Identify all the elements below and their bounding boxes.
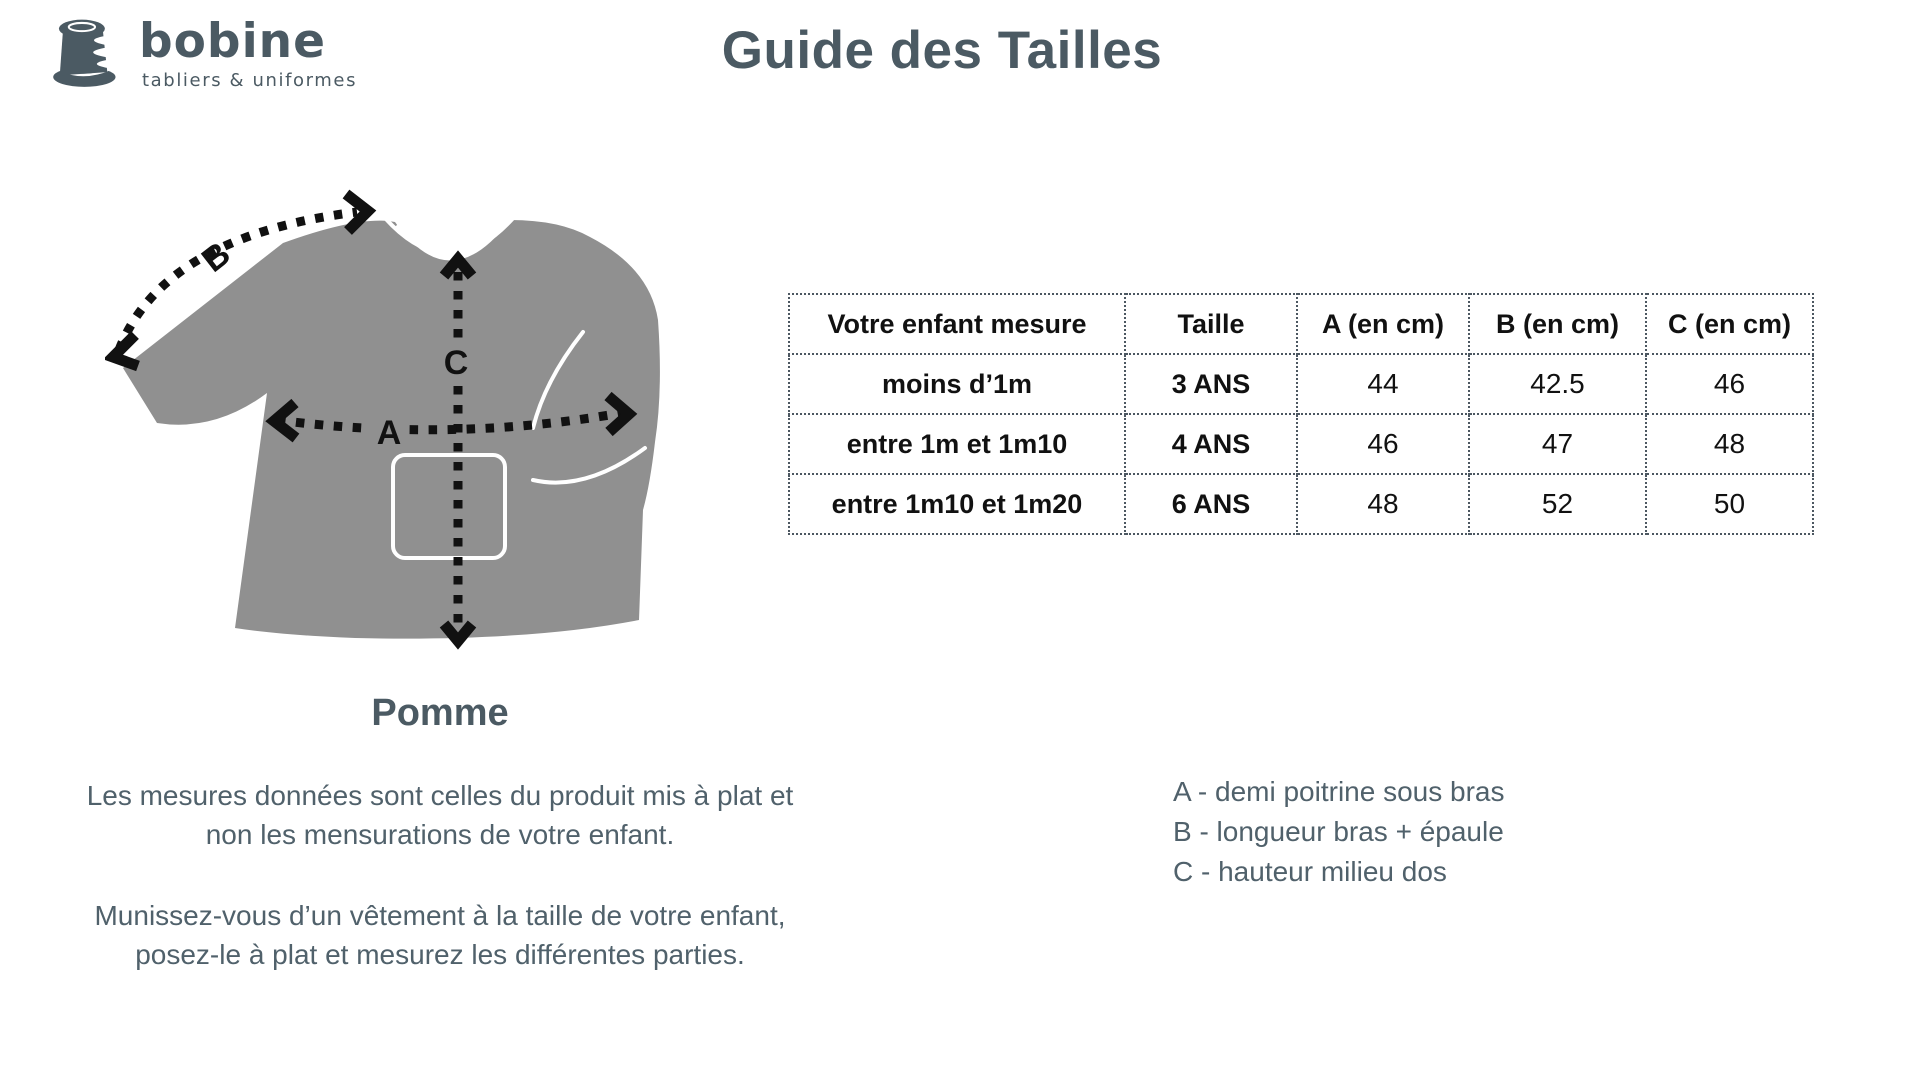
column-header: Taille — [1125, 294, 1297, 354]
height-range-cell: moins d’1m — [789, 354, 1125, 414]
note-how-to-measure — [25, 896, 855, 974]
measure-label-a: A — [376, 414, 402, 452]
measure-a-cell: 46 — [1297, 414, 1469, 474]
measure-c-cell: 50 — [1646, 474, 1813, 534]
note-line: posez-le à plat et mesurez les différentes parties. — [135, 939, 745, 970]
column-header: Votre enfant mesure — [789, 294, 1125, 354]
size-table-row — [789, 414, 1813, 474]
garment-measurement-diagram — [105, 180, 675, 660]
measure-label-b: B — [194, 234, 238, 280]
height-range-cell: entre 1m10 et 1m20 — [789, 474, 1125, 534]
column-header: A (en cm) — [1297, 294, 1469, 354]
note-flat-measures — [25, 776, 855, 854]
size-cell: 3 ANS — [1125, 354, 1297, 414]
arrow-b-head-left — [113, 335, 138, 366]
brand-tagline: tabliers & uniformes — [142, 70, 358, 91]
size-cell: 6 ANS — [1125, 474, 1297, 534]
measurement-legend — [1173, 772, 1505, 892]
size-table — [788, 293, 1814, 535]
measure-b-cell: 47 — [1469, 414, 1646, 474]
size-table-row — [789, 474, 1813, 534]
legend-item-b: B - longueur bras + épaule — [1173, 816, 1504, 847]
measure-a-cell: 44 — [1297, 354, 1469, 414]
column-header: C (en cm) — [1646, 294, 1813, 354]
note-line: Munissez-vous d’un vêtement à la taille de votre enfant, — [94, 900, 786, 931]
legend-item-c: C - hauteur milieu dos — [1173, 856, 1447, 887]
column-header: B (en cm) — [1469, 294, 1646, 354]
measure-a-cell: 48 — [1297, 474, 1469, 534]
size-cell: 4 ANS — [1125, 414, 1297, 474]
page-title: Guide des Tailles — [721, 21, 1163, 80]
measure-c-cell: 48 — [1646, 414, 1813, 474]
brand-name: bobine — [139, 14, 327, 69]
height-range-cell: entre 1m et 1m10 — [789, 414, 1125, 474]
note-line: Les mesures données sont celles du produit mis à plat et — [86, 780, 794, 811]
product-name: Pomme — [371, 692, 509, 734]
measure-c-cell: 46 — [1646, 354, 1813, 414]
measure-label-c: C — [443, 344, 469, 382]
size-table-row — [789, 354, 1813, 414]
note-line: non les mensurations de votre enfant. — [205, 819, 675, 850]
measure-b-cell: 42.5 — [1469, 354, 1646, 414]
size-table-header-row — [789, 294, 1813, 354]
measure-b-cell: 52 — [1469, 474, 1646, 534]
legend-item-a: A - demi poitrine sous bras — [1173, 776, 1505, 807]
